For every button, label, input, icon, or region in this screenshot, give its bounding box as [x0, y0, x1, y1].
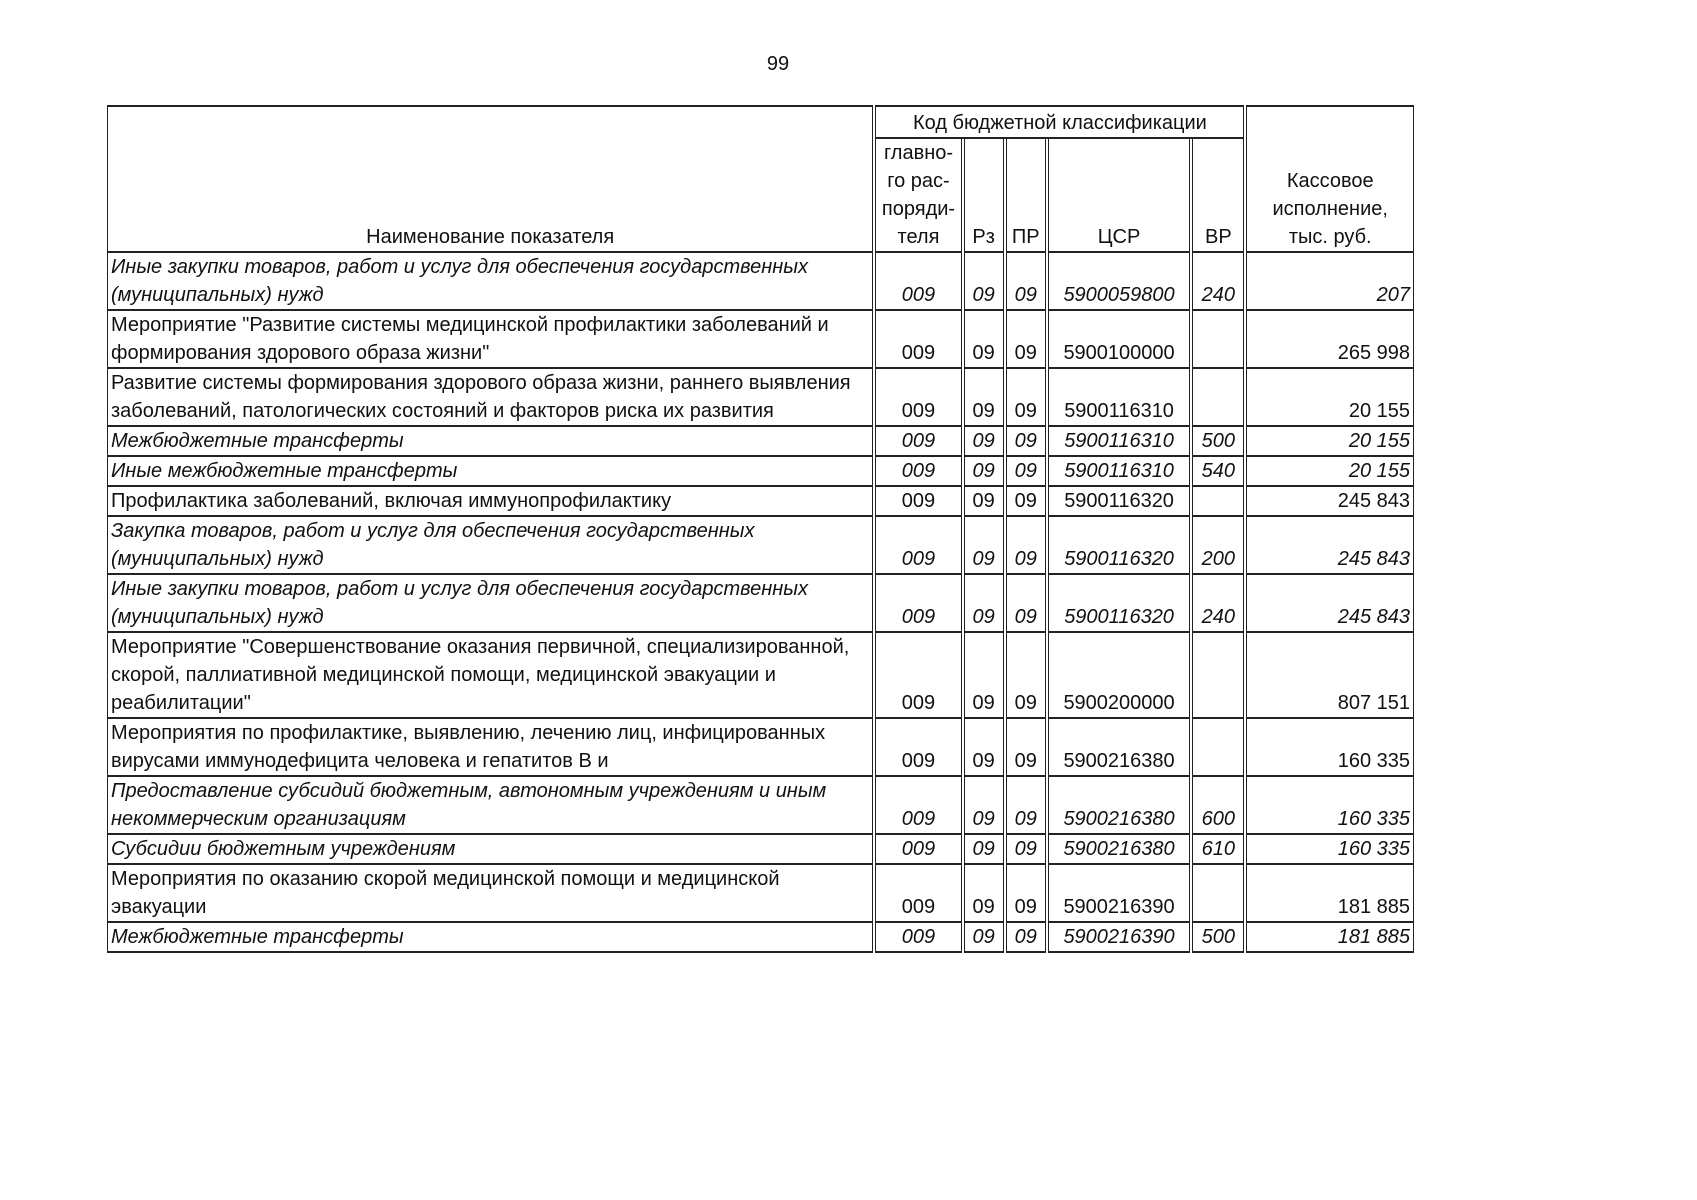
cell-pr: 09	[1006, 457, 1046, 487]
header-amount-line: Кассовое	[1286, 170, 1374, 192]
cell-grbs: 009	[875, 777, 961, 835]
cell-name: Мероприятия по профилактике, выявлению, лечению лиц, инфицированных вирусами иммунодефицита человека и гепатитов B и	[107, 719, 873, 777]
cell-name: Иные закупки товаров, работ и услуг для обеспечения государственных (муниципальных) нужд	[107, 575, 873, 633]
cell-csr: 5900216380	[1048, 719, 1190, 777]
cell-grbs: 009	[875, 311, 961, 369]
cell-csr: 5900216390	[1048, 923, 1190, 953]
cell-amount: 245 843	[1246, 575, 1414, 633]
cell-amount: 20 155	[1246, 369, 1414, 427]
cell-name: Профилактика заболеваний, включая иммунопрофилактику	[107, 487, 873, 517]
cell-rz: 09	[964, 923, 1004, 953]
header-main-manager-line: главно-	[883, 142, 954, 164]
cell-name: Мероприятие "Совершенствование оказания первичной, специализированной, скорой, паллиативной медицинской помощи, медицинской эвакуации и реабилитации"	[107, 633, 873, 719]
header-amount-line: исполнение,	[1272, 198, 1388, 220]
cell-name: Развитие системы формирования здорового образа жизни, раннего выявления заболеваний, патологических состояний и факторов риска их развития	[107, 369, 873, 427]
cell-pr: 09	[1006, 575, 1046, 633]
cell-amount: 160 335	[1246, 777, 1414, 835]
table-row	[107, 427, 1414, 457]
cell-rz: 09	[964, 457, 1004, 487]
cell-grbs: 009	[875, 575, 961, 633]
cell-name: Мероприятия по оказанию скорой медицинской помощи и медицинской эвакуации	[107, 865, 873, 923]
cell-name: Закупка товаров, работ и услуг для обеспечения государственных (муниципальных) нужд	[107, 517, 873, 575]
cell-vr: 540	[1192, 457, 1244, 487]
cell-pr: 09	[1006, 517, 1046, 575]
cell-amount: 160 335	[1246, 719, 1414, 777]
cell-rz: 09	[964, 369, 1004, 427]
cell-amount: 245 843	[1246, 487, 1414, 517]
header-main-manager-line: го рас-	[887, 170, 950, 192]
cell-grbs: 009	[875, 253, 961, 311]
table-row	[107, 457, 1414, 487]
cell-vr: 240	[1192, 253, 1244, 311]
cell-amount: 265 998	[1246, 311, 1414, 369]
cell-pr: 09	[1006, 865, 1046, 923]
cell-vr	[1192, 369, 1244, 427]
cell-amount: 160 335	[1246, 835, 1414, 865]
cell-grbs: 009	[875, 457, 961, 487]
cell-grbs: 009	[875, 369, 961, 427]
cell-vr: 600	[1192, 777, 1244, 835]
cell-amount: 20 155	[1246, 427, 1414, 457]
cell-name: Иные закупки товаров, работ и услуг для обеспечения государственных (муниципальных) нужд	[107, 253, 873, 311]
cell-amount: 181 885	[1246, 923, 1414, 953]
table-body	[107, 253, 1414, 953]
table-row	[107, 369, 1414, 427]
cell-rz: 09	[964, 253, 1004, 311]
cell-rz: 09	[964, 517, 1004, 575]
cell-csr: 5900116310	[1048, 369, 1190, 427]
cell-rz: 09	[964, 575, 1004, 633]
cell-csr: 5900100000	[1048, 311, 1190, 369]
cell-csr: 5900116320	[1048, 575, 1190, 633]
table-row	[107, 311, 1414, 369]
cell-pr: 09	[1006, 633, 1046, 719]
cell-vr: 500	[1192, 923, 1244, 953]
cell-pr: 09	[1006, 427, 1046, 457]
cell-pr: 09	[1006, 835, 1046, 865]
cell-pr: 09	[1006, 923, 1046, 953]
cell-vr	[1192, 865, 1244, 923]
header-rz: Рз	[964, 139, 1004, 253]
cell-rz: 09	[964, 427, 1004, 457]
header-amount-line: тыс. руб.	[1288, 226, 1372, 248]
table-row	[107, 487, 1414, 517]
cell-pr: 09	[1006, 719, 1046, 777]
table-row	[107, 719, 1414, 777]
cell-name: Мероприятие "Развитие системы медицинской профилактики заболеваний и формирования здорового образа жизни"	[107, 311, 873, 369]
cell-csr: 5900116310	[1048, 427, 1190, 457]
header-main-manager-line: теля	[897, 226, 940, 248]
cell-vr	[1192, 311, 1244, 369]
table-row	[107, 253, 1414, 311]
cell-name: Межбюджетные трансферты	[107, 923, 873, 953]
cell-name: Иные межбюджетные трансферты	[107, 457, 873, 487]
cell-amount: 181 885	[1246, 865, 1414, 923]
cell-vr: 610	[1192, 835, 1244, 865]
cell-csr: 5900059800	[1048, 253, 1190, 311]
table-row	[107, 923, 1414, 953]
cell-csr: 5900116320	[1048, 487, 1190, 517]
cell-grbs: 009	[875, 427, 961, 457]
cell-grbs: 009	[875, 517, 961, 575]
cell-grbs: 009	[875, 835, 961, 865]
cell-vr	[1192, 719, 1244, 777]
header-code-group: Код бюджетной классификации	[875, 105, 1244, 139]
header-pr: ПР	[1006, 139, 1046, 253]
cell-vr: 240	[1192, 575, 1244, 633]
cell-amount: 20 155	[1246, 457, 1414, 487]
cell-rz: 09	[964, 311, 1004, 369]
cell-grbs: 009	[875, 865, 961, 923]
cell-vr: 500	[1192, 427, 1244, 457]
table-row	[107, 835, 1414, 865]
header-amount	[1246, 105, 1414, 253]
cell-csr: 5900216380	[1048, 777, 1190, 835]
table-header	[107, 105, 1414, 253]
cell-name: Предоставление субсидий бюджетным, автономным учреждениям и иным некоммерческим организациям	[107, 777, 873, 835]
header-csr: ЦСР	[1048, 139, 1190, 253]
cell-grbs: 009	[875, 923, 961, 953]
cell-pr: 09	[1006, 311, 1046, 369]
cell-rz: 09	[964, 777, 1004, 835]
cell-rz: 09	[964, 487, 1004, 517]
cell-vr	[1192, 487, 1244, 517]
cell-rz: 09	[964, 633, 1004, 719]
cell-csr: 5900216380	[1048, 835, 1190, 865]
cell-csr: 5900200000	[1048, 633, 1190, 719]
cell-name: Межбюджетные трансферты	[107, 427, 873, 457]
table-row	[107, 633, 1414, 719]
page-number: 99	[766, 53, 790, 75]
cell-grbs: 009	[875, 719, 961, 777]
cell-grbs: 009	[875, 633, 961, 719]
cell-pr: 09	[1006, 487, 1046, 517]
cell-grbs: 009	[875, 487, 961, 517]
table-row	[107, 575, 1414, 633]
cell-rz: 09	[964, 835, 1004, 865]
cell-amount: 807 151	[1246, 633, 1414, 719]
budget-table	[105, 105, 1416, 953]
header-main-manager-line: поряди-	[881, 198, 956, 220]
header-vr: ВР	[1192, 139, 1244, 253]
cell-pr: 09	[1006, 253, 1046, 311]
cell-vr: 200	[1192, 517, 1244, 575]
table-row	[107, 517, 1414, 575]
cell-pr: 09	[1006, 777, 1046, 835]
cell-amount: 245 843	[1246, 517, 1414, 575]
cell-rz: 09	[964, 719, 1004, 777]
cell-csr: 5900216390	[1048, 865, 1190, 923]
cell-amount: 207	[1246, 253, 1414, 311]
table-row	[107, 777, 1414, 835]
cell-vr	[1192, 633, 1244, 719]
cell-rz: 09	[964, 865, 1004, 923]
table-row	[107, 865, 1414, 923]
cell-csr: 5900116310	[1048, 457, 1190, 487]
header-main-manager	[875, 139, 961, 253]
cell-name: Субсидии бюджетным учреждениям	[107, 835, 873, 865]
header-indicator-name: Наименование показателя	[107, 105, 873, 253]
cell-csr: 5900116320	[1048, 517, 1190, 575]
cell-pr: 09	[1006, 369, 1046, 427]
